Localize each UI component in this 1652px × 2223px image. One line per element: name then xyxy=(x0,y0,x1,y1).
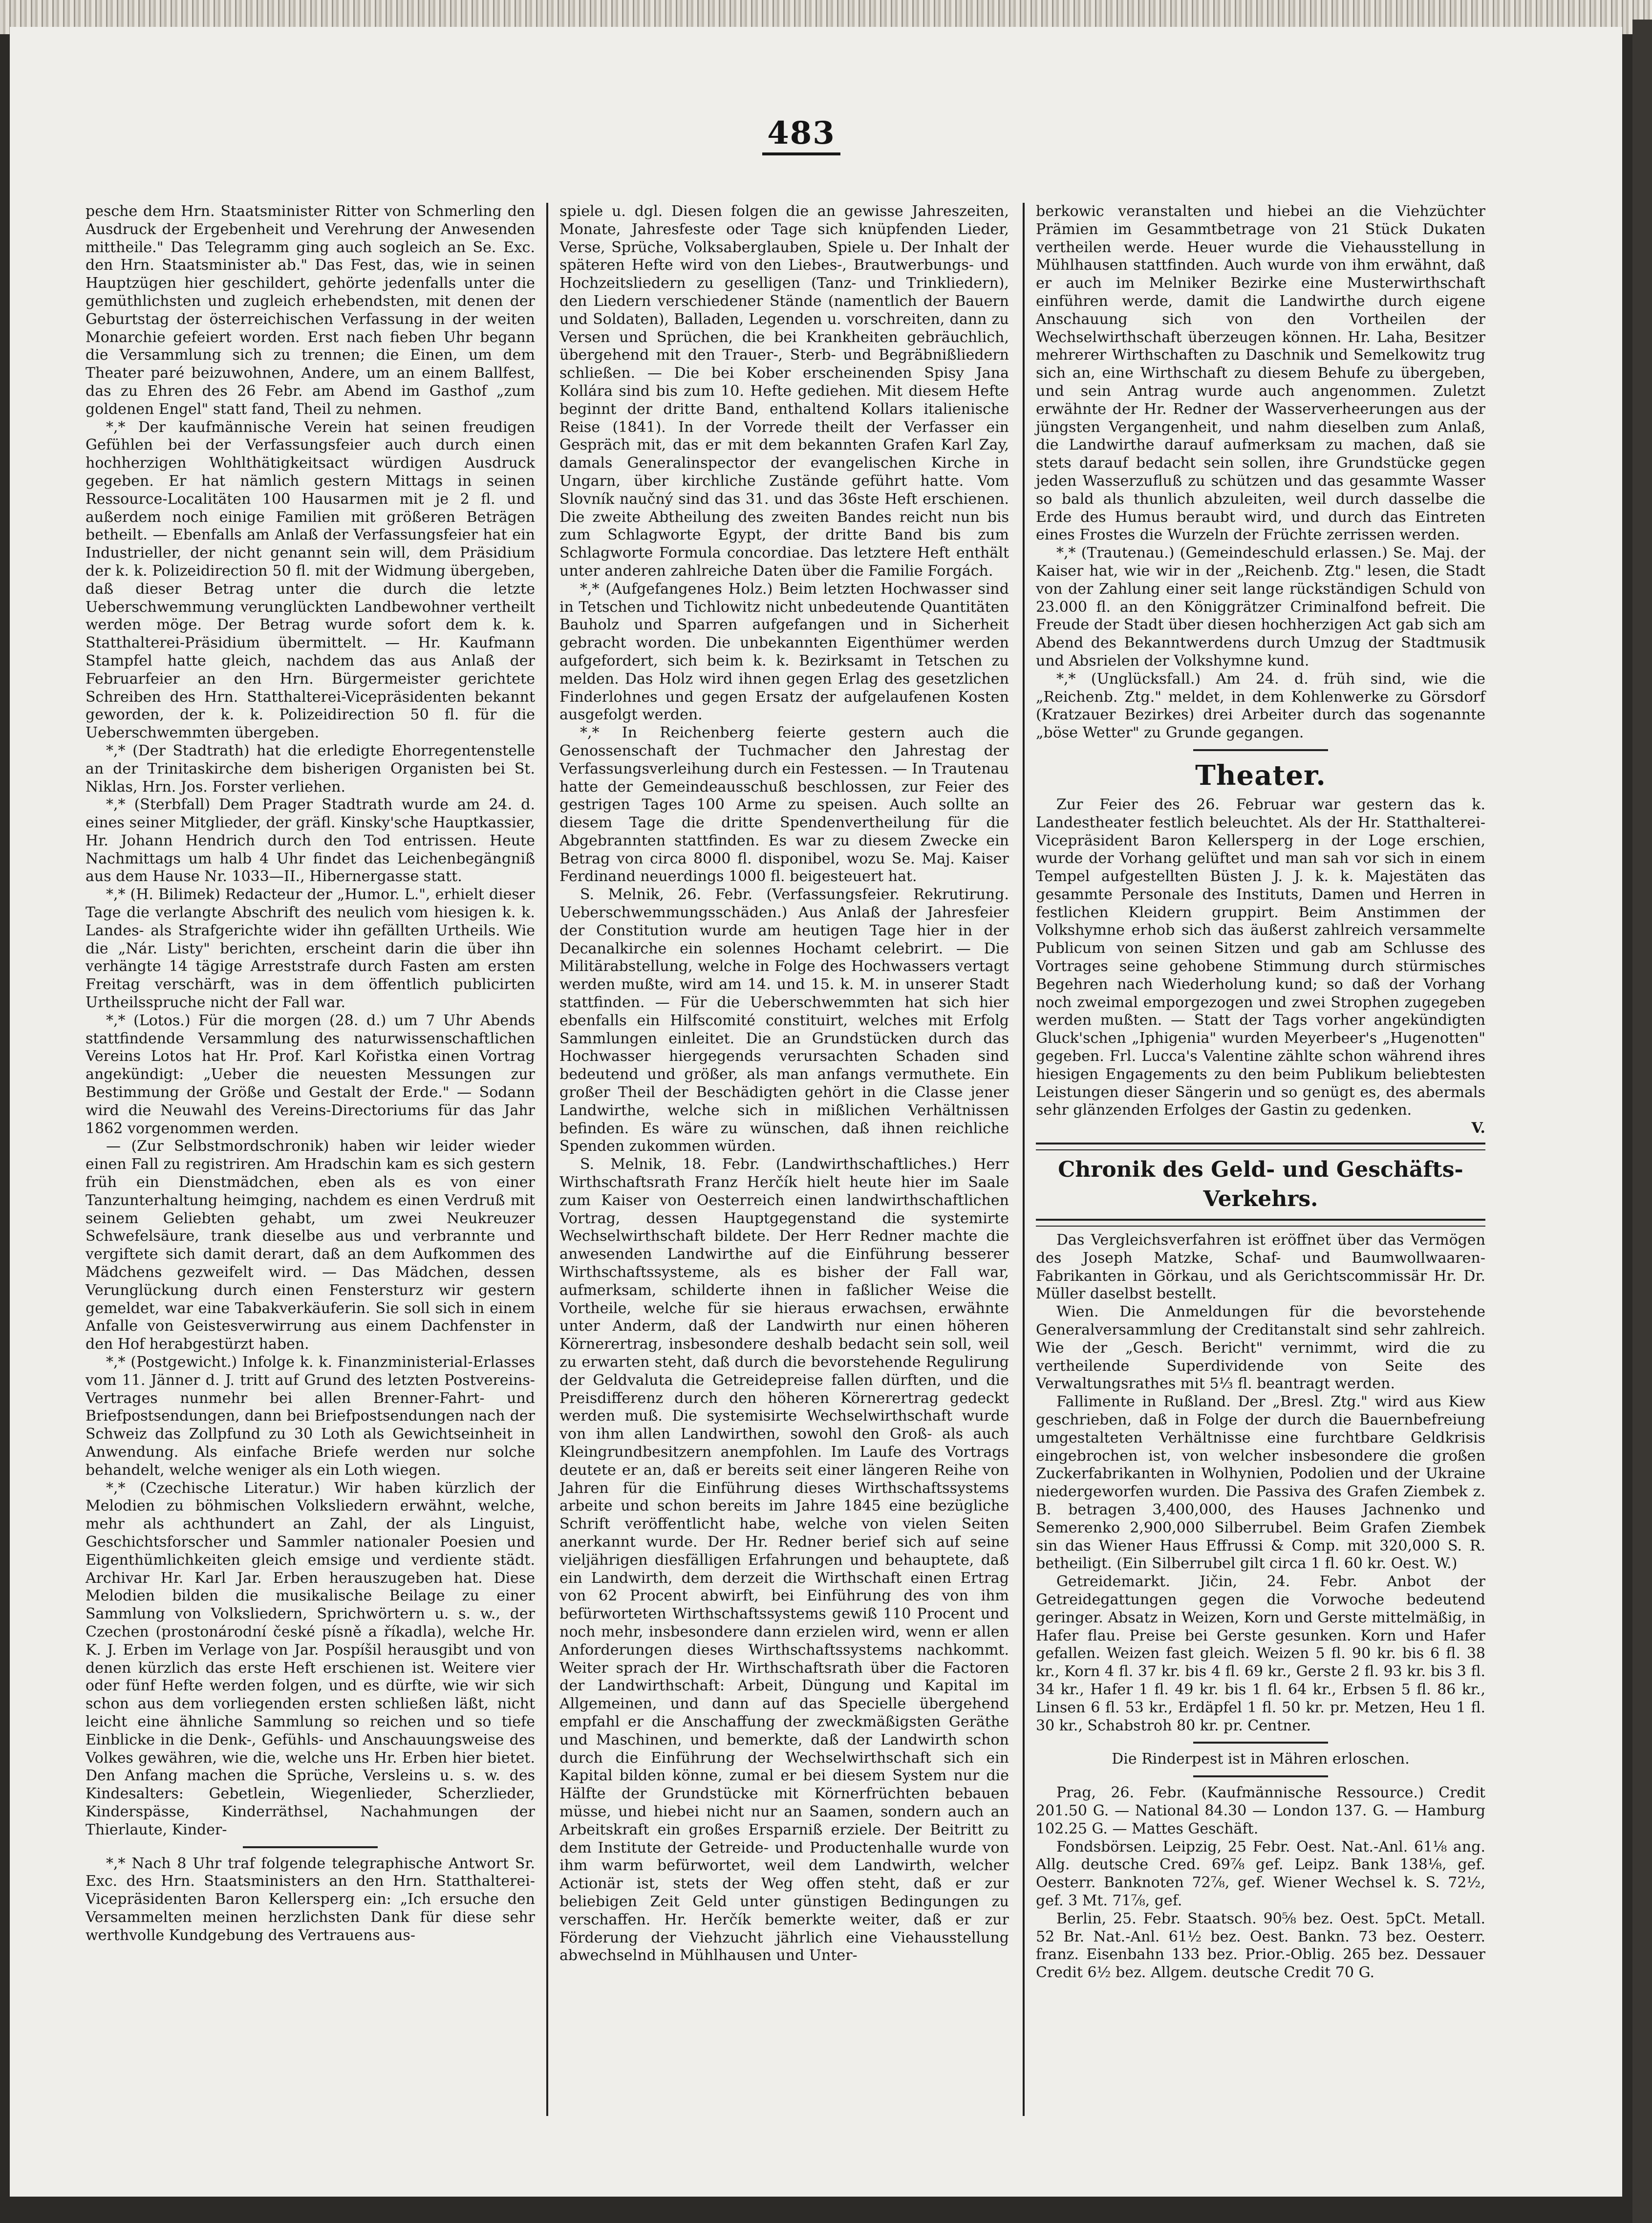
section-double-rule xyxy=(1036,1219,1485,1227)
column-2 xyxy=(559,203,1009,1965)
article-paragraph: Wien. Die Anmeldungen für die bevorstehende Generalversammlung der Creditanstalt sind sehr zahlreich. Wie der „Gesch. Bericht" vernimmt, wird die zu vertheilende Superdividende von Seite des Verwaltungsrathes mit 5⅓ fl. beantragt werden. xyxy=(1036,1303,1485,1393)
market-paragraph: Berlin, 25. Febr. Staatsch. 90⅝ bez. Oest. 5pCt. Metall. 52 Br. Nat.-Anl. 61½ bez. Oest. Bankn. 73 bez. Oesterr. franz. Eisenbahn 133 bez. Prior.-Oblig. 265 bez. Dessauer Credit 6½ bez. Allgem. deutsche Credit 70 G. xyxy=(1036,1910,1485,1982)
article-paragraph: *,* (H. Bilimek) Redacteur der „Humor. L.", erhielt dieser Tage die verlangte Abschrift des neulich vom hiesigen k. k. Landes- als Strafgerichte wider ihn gefällten Urtheils. Wie die „Nár. Listy" berichten, erscheint darin die über ihn verhängte 14 tägige Arreststrafe durch Fasten am ersten Freitag verschärft, was in dem öffentlich publicirten Urtheilsspruche nicht der Fall war. xyxy=(86,886,535,1012)
chronik-heading: Chronik des Geld- und Geschäfts-Verkehrs. xyxy=(1058,1157,1463,1212)
rinderpest-notice: Die Rinderpest ist in Mähren erloschen. xyxy=(1112,1750,1410,1768)
column-divider-1 xyxy=(546,203,548,2116)
article-paragraph: pesche dem Hrn. Staatsminister Ritter von Schmerling den Ausdruck der Ergebenheit und Verehrung der Anwesenden mittheile." Das Telegramm ging auch sogleich an Se. Exc. den Hrn. Staatsminister ab." Das Fest, das, wie in seinen Hauptzügen hier geschildert, gehörte jedenfalls unter die gemüthlichsten und zugleich erhebendsten, mit denen der Geburtstag der österreichischen Verfassung in der weiten Monarchie gefeiert worden. Erst nach fieben Uhr begann die Versammlung sich zu trennen; die Einen, um dem Theater paré beizuwohnen, Andere, um an einem Ballfest, das zu Ehren des 26 Febr. am Abend im Gasthof „zum goldenen Engel" statt fand, Theil zu nehmen. xyxy=(86,203,535,418)
article-paragraph: Das Vergleichsverfahren ist eröffnet über das Vermögen des Joseph Matzke, Schaf- und Baumwollwaaren-Fabrikanten in Görkau, und als Gerichtscommissär Hr. Dr. Müller daselbst bestellt. xyxy=(1036,1231,1485,1303)
section-rule xyxy=(1193,1742,1328,1744)
section-double-rule xyxy=(1036,1143,1485,1150)
article-paragraph: *,* (Postgewicht.) Infolge k. k. Finanzministerial-Erlasses vom 11. Jänner d. J. tritt auf Grund des letzten Postvereins-Vertrages nunmehr bei allen Brenner-Fahrt- und Briefpostsendungen, dann bei Briefpostsendungen nach der Schweiz das Zollpfund zu 30 Loth als Gewichtseinheit in Anwendung. Als einfache Briefe werden nur solche behandelt, welche weniger als ein Loth wiegen. xyxy=(86,1354,535,1479)
article-paragraph: *,* (Trautenau.) (Gemeindeschuld erlassen.) Se. Maj. der Kaiser hat, wie wir in der „Reichenb. Ztg." lesen, die Stadt von der Zahlung einer seit lange rückständigen Schuld von 23.000 fl. an den Königgrätzer Criminalfond befreit. Die Freude der Stadt über diesen hochherzigen Act gab sich am Abend des Bekanntwerdens durch Umzug der Stadtmusik und Absrielen der Volkshymne kund. xyxy=(1036,544,1485,669)
article-paragraph: S. Melnik, 18. Febr. (Landwirthschaftliches.) Herr Wirthschaftsrath Franz Herčík hielt heute hier im Saale zum Kaiser von Oesterreich einen landwirthschaftlichen Vortrag, dessen Hauptgegenstand die systemirte Wechselwirthschaft bildete. Der Herr Redner machte die anwesenden Landwirthe auf die Einführung besserer Wirthschaftssysteme, als es bisher der Fall war, aufmerksam, schilderte ihnen in faßlicher Weise die Vortheile, welche für sie hieraus erwachsen, erwähnte unter Anderm, daß der Landwirth nur einen höheren Körnerertrag, insbesondere deshalb bedacht sein soll, weil zu erwarten steht, daß durch die bevorstehende Regulirung der Geldvaluta die Getreidepreise fallen dürften, und die Preisdifferenz durch den höheren Körnerertrag gedeckt werden muß. Die systemisirte Wechselwirthschaft wurde von ihm allen Landwirthen, sowohl den Groß- als auch Kleingrundbesitzern anempfohlen. Im Laufe des Vortrags deutete er an, daß er bereits seit einer längeren Reihe von Jahren für die Einführung dieses Wirthschaftssystems arbeite und schon bereits im Jahre 1845 eine bezügliche Schrift veröffentlicht habe, welche von vielen Seiten anerkannt wurde. Der Hr. Redner berief sich auf seine vieljährigen diesfälligen Erfahrungen und behauptete, daß ein Landwirth, dem derzeit die Wirthschaft einen Ertrag von 62 Procent abwirft, bei Einführung des von ihm befürworteten Wirthschaftssystems gewiß 110 Procent und noch mehr, insbesondere dann erzielen wird, wenn er allen Anforderungen dieses Wirthschaftssystems nachkommt. Weiter sprach der Hr. Wirthschaftsrath über die Factoren der Landwirthschaft: Arbeit, Düngung und Kapital im Allgemeinen, und dann auf das Specielle übergehend empfahl er die Anschaffung der zweckmäßigsten Geräthe und Maschinen, und bemerkte, daß der Landwirth schon durch die Einführung der Wechselwirthschaft sich ein Kapital bilden könne, zumal er bei diesem System nur die Hälfte der Grundstücke mit Körnerfrüchten bebauen müsse, und hiebei nicht nur an Saamen, sondern auch an Arbeitskraft ein großes Ersparniß erziele. Der Beitritt zu dem Institute der Getreide- und Productenhalle wurde von ihm warm befürwortet, weil dem Landwirth, welcher Actionär ist, stets der Weg offen steht, daß er zur beliebigen Zeit Geld unter günstigen Bedingungen zu verschaffen. Hr. Herčík bemerkte weiter, daß er zur Förderung der Viehzucht jährlich eine Viehausstellung abwechselnd in Mühlhausen und Unter- xyxy=(559,1156,1009,1964)
article-paragraph: *,* Nach 8 Uhr traf folgende telegraphische Antwort Sr. Exc. des Hrn. Staatsministers an den Hrn. Statthalterei-Vicepräsidenten Baron Kellersperg ein: „Ich ersuche den Versammelten meinen herzlichsten Dank für diese sehr werthvolle Kundgebung des Vertrauens aus- xyxy=(86,1855,535,1944)
column-3 xyxy=(1036,203,1485,1982)
theater-paragraph: Zur Feier des 26. Februar war gestern das k. Landestheater festlich beleuchtet. Als der Hr. Statthalterei-Vicepräsident Baron Kellersperg in der Loge erschien, wurde der Vorhang gelüftet und man sah vor sich in einem Tempel aufgestellten Büsten J. J. k. k. Majestäten das gesammte Personale des Instituts, Damen und Herren in festlichen Kleidern gruppirt. Beim Anstimmen der Volkshymne erhob sich das äußerst zahlreich versammelte Publicum von seinen Sitzen und gab am Schlusse des Vortrages seine gehobene Stimmung durch stürmisches Begehren nach Wiederholung kund; so daß der Vorhang noch zweimal emporgezogen und zwei Strophen zugegeben werden mußten. — Statt der Tags vorher angekündigten Gluck'schen „Iphigenia" wurden Meyerbeer's „Hugenotten" gegeben. Frl. Lucca's Valentine zählte schon während ihres hiesigen Engagements zu den beim Publikum beliebtesten Leistungen dieser Sängerin und so genügt es, des abermals sehr glänzenden Erfolges der Gastin zu gedenken. xyxy=(1036,796,1485,1119)
article-paragraph: *,* (Sterbfall) Dem Prager Stadtrath wurde am 24. d. eines seiner Mitglieder, der gräfl. Kinsky'sche Hauptkassier, Hr. Johann Hendrich durch den Tod entrissen. Heute Nachmittags um halb 4 Uhr findet das Leichenbegängniß aus dem Hause Nr. 1033—II., Hibernergasse statt. xyxy=(86,796,535,885)
page-number-rule xyxy=(762,152,840,155)
section-rule xyxy=(243,1846,378,1848)
page-number: 483 xyxy=(767,115,836,151)
article-paragraph: Getreidemarkt. Jičin, 24. Febr. Anbot der Getreidegattungen gegen die Vorwoche bedeutend geringer. Absatz in Weizen, Korn und Gerste mittelmäßig, in Hafer flau. Preise bei Gerste gesunken. Korn und Hafer gefallen. Weizen fast gleich. Weizen 5 fl. 90 kr. bis 6 fl. 38 kr., Korn 4 fl. 37 kr. bis 4 fl. 69 kr., Gerste 2 fl. 93 kr. bis 3 fl. 34 kr., Hafer 1 fl. 49 kr. bis 1 fl. 64 kr., Erbsen 5 fl. 86 kr., Linsen 6 fl. 53 kr., Erdäpfel 1 fl. 50 kr. pr. Metzen, Heu 1 fl. 30 kr., Schabstroh 80 kr. pr. Centner. xyxy=(1036,1573,1485,1734)
section-rule xyxy=(1193,749,1328,751)
article-paragraph: *,* (Lotos.) Für die morgen (28. d.) um 7 Uhr Abends stattfindende Versammlung des naturwissenschaftlichen Vereins Lotos hat Hr. Prof. Karl Kořistka einen Vortrag angekündigt: „Ueber die neuesten Messungen zur Bestimmung der Größe und Gestalt der Erde." — Sodann wird die Neuwahl des Vereins-Directoriums für das Jahr 1862 vorgenommen werden. xyxy=(86,1012,535,1137)
theater-signature: V. xyxy=(1471,1120,1485,1137)
article-paragraph: S. Melnik, 26. Febr. (Verfassungsfeier. Rekrutirung. Ueberschwemmungsschäden.) Aus Anlaß der Jahresfeier der Constitution wurde am heutigen Tage hier in der Decanalkirche ein solennes Hochamt celebrirt. — Die Militärabstellung, welche in Folge des Hochwassers vertagt werden mußte, wird am 14. und 15. k. M. in unserer Stadt stattfinden. — Für die Ueberschwemmten hat sich hier ebenfalls ein Hilfscomité constituirt, welches mit Erfolg Sammlungen einleitet. Die an Grundstücken durch das Hochwasser hiergegends verursachten Schaden sind bedeutend und größer, als man anfangs vermuthete. Ein großer Theil der Beschädigten gehört in die Classe jener Landwirthe, welche sich in mißlichen Verhältnissen befinden. Es wäre zu wünschen, daß ihnen reichliche Spenden zukommen würden. xyxy=(559,886,1009,1155)
article-paragraph: — (Zur Selbstmordschronik) haben wir leider wieder einen Fall zu registriren. Am Hradschin kam es sich gestern früh ein Dienstmädchen, eben als es von einer Tanzunterhaltung heimging, nachdem es einen Verdruß mit seinem Geliebten gehabt, um zwei Neukreuzer Schwefelsäure, trank dieselbe aus und verbrannte und vergiftete sich damit derart, daß an dem Aufkommen des Mädchens gezweifelt wird. — Das Mädchen, dessen Verunglückung durch einen Fenstersturz wir gestern gemeldet, war eine Tabakverkäuferin. Sie soll sich in einem Anfalle von Geistesverwirrung aus einem Dachfenster in den Hof herabgestürzt haben. xyxy=(86,1138,535,1353)
column-divider-2 xyxy=(1023,203,1025,2116)
section-rule xyxy=(1193,1775,1328,1777)
market-paragraph: Fondsbörsen. Leipzig, 25 Febr. Oest. Nat.-Anl. 61⅛ ang. Allg. deutsche Cred. 69⅞ gef. Leipz. Bank 138⅛, gef. Oesterr. Banknoten 72⅞, gef. Wiener Wechsel k. S. 72½, gef. 3 Mt. 71⅞, gef. xyxy=(1036,1838,1485,1909)
article-paragraph: *,* (Aufgefangenes Holz.) Beim letzten Hochwasser sind in Tetschen und Tichlowitz nicht unbedeutende Quantitäten Bauholz und Sparren aufgefangen und in Sicherheit gebracht worden. Die unbekannten Eigenthümer werden aufgefordert, sich beim k. k. Bezirksamt in Tetschen zu melden. Das Holz wird ihnen gegen Erlag des gesetzlichen Finderlohnes und gegen Ersatz der aufgelaufenen Kosten ausgefolgt werden. xyxy=(559,580,1009,724)
article-paragraph: *,* (Czechische Literatur.) Wir haben kürzlich der Melodien zu böhmischen Volksliedern erwähnt, welche, mehr als achthundert an Zahl, der als Linguist, Geschichtsforscher und Sammler nationaler Poesien und Eigenthümlichkeiten gleich emsige und verdiente städt. Archivar Hr. Karl Jar. Erben herauszugeben hat. Diese Melodien bilden die musikalische Beilage zu einer Sammlung von Volksliedern, Sprichwörtern u. s. w., der Czechen (prostonárodní české písně a říkadla), welche Hr. K. J. Erben im Verlage von Jar. Pospíšil herausgibt und von denen kürzlich das erste Heft erschienen ist. Weitere vier oder fünf Hefte werden folgen, und es dürfte, wie wir sich schon aus dem vorliegenden ersten schließen läßt, nicht leicht eine ähnliche Sammlung so reichen und so tiefe Einblicke in die Denk-, Gefühls- und Anschauungsweise des Volkes gewähren, wie die, welche uns Hr. Erben hier bietet. Den Anfang machen die Sprüche, Versleins u. s. w. des Kindesalters: Gebetlein, Wiegenlieder, Scherzlieder, Kinderspässe, Kinderräthsel, Nachahmungen der Thierlaute, Kinder- xyxy=(86,1479,535,1838)
theater-heading: Theater. xyxy=(1195,759,1326,792)
article-paragraph: *,* Der kaufmännische Verein hat seinen freudigen Gefühlen bei der Verfassungsfeier auch durch einen hochherzigen Wohlthätigkeitsact würdigen Ausdruck gegeben. Er hat nämlich gestern Mittags in seinen Ressource-Localitäten 100 Hausarmen mit je 2 fl. und außerdem noch einige Familien mit größeren Beträgen betheilt. — Ebenfalls am Anlaß der Verfassungsfeier hat ein Industrieller, der nicht genannt sein will, dem Präsidium der k. k. Polizeidirection 50 fl. mit der Widmung übergeben, daß dieser Betrag unter die durch die letzte Ueberschwemmung verunglückten Landbewohner vertheilt werden möge. Der Betrag wurde sofort dem k. k. Statthalterei-Präsidium übermittelt. — Hr. Kaufmann Stampfel hatte gleich, nachdem das aus Anlaß der Februarfeier an den Hrn. Bürgermeister gerichtete Schreiben des Hrn. Statthalterei-Vicepräsidenten bekannt geworden, der k. k. Polizeidirection 50 fl. für die Ueberschwemmten übergeben. xyxy=(86,418,535,742)
article-paragraph: *,* In Reichenberg feierte gestern auch die Genossenschaft der Tuchmacher den Jahrestag der Verfassungsverleihung durch ein Festessen. — In Trautenau hatte der Gemeindeausschuß beschlossen, zur Feier des gestrigen Tages 100 Arme zu speisen. Auch sollte an diesem Tage die dritte Spendenvertheilung für die Abgebrannten stattfinden. Es war zu diesem Zwecke ein Betrag von circa 8000 fl. disponibel, wozu Se. Maj. Kaiser Ferdinand neuerdings 1000 fl. beigesteuert hat. xyxy=(559,724,1009,885)
article-paragraph: *,* (Der Stadtrath) hat die erledigte Ehorregentenstelle an der Trinitaskirche dem bisherigen Organisten bei St. Niklas, Hrn. Jos. Forster verliehen. xyxy=(86,742,535,796)
article-paragraph: spiele u. dgl. Diesen folgen die an gewisse Jahreszeiten, Monate, Jahresfeste oder Tage sich knüpfenden Lieder, Verse, Sprüche, Volksaberglauben, Spiele u. Der Inhalt der späteren Hefte wird von den Liebes-, Brautwerbungs- und Hochzeitsliedern zu geselligen (Tanz- und Trinkliedern), den Liedern verschiedener Stände (namentlich der Bauern und Soldaten), Balladen, Legenden u. vorschreiten, dann zu Versen und Sprüchen, die bei Krankheiten gebräuchlich, übergehend mit den Trauer-, Sterb- und Begräbnißliedern schließen. — Die bei Kober erscheinenden Spisy Jana Kollára sind bis zum 10. Hefte gediehen. Mit diesem Hefte beginnt der dritte Band, enthaltend Kollars italienische Reise (1841). In der Vorrede theilt der Verfasser ein Gespräch mit, das er mit dem bekannten Grafen Karl Zay, damals Generalinspector der evangelischen Kirche in Ungarn, über kirchliche Zustände geführt hatte. Vom Slovník naučný sind das 31. und das 36ste Heft erschienen. Die zweite Abtheilung des zweiten Bandes reicht nun bis zum Schlagworte Egypt, der dritte Band bis zum Schlagworte Formula concordiae. Das letztere Heft enthält unter anderen zahlreiche Daten über die Familie Forgách. xyxy=(559,203,1009,580)
article-paragraph: Fallimente in Rußland. Der „Bresl. Ztg." wird aus Kiew geschrieben, daß in Folge der durch die Bauernbefreiung umgestalteten Verhältnisse eine furchtbare Geldkrisis eingebrochen ist, von welcher insbesondere die großen Zuckerfabrikanten in Wolhynien, Podolien und der Ukraine niedergeworfen wurden. Die Passiva des Grafen Ziembek z. B. betragen 3,400,000, des Hauses Jachnenko und Semerenko 2,900,000 Silberrubel. Beim Grafen Ziembek sin das Wiener Haus Effrussi & Comp. mit 320,000 S. R. betheiligt. (Ein Silberrubel gilt circa 1 fl. 60 kr. Oest. W.) xyxy=(1036,1393,1485,1573)
scan-edge xyxy=(1632,20,1652,2223)
article-paragraph: *,* (Unglücksfall.) Am 24. d. früh sind, wie die „Reichenb. Ztg." meldet, in dem Kohlenwerke zu Görsdorf (Kratzauer Bezirkes) drei Arbeiter durch das sogenannte „böse Wetter" zu Grunde gegangen. xyxy=(1036,670,1485,742)
article-paragraph: berkowic veranstalten und hiebei an die Viehzüchter Prämien im Gesammtbetrage von 21 Stück Dukaten vertheilen werde. Heuer wurde die Viehausstellung in Mühlhausen stattfinden. Auch wurde von ihm erwähnt, daß er auch im Melniker Bezirke eine Musterwirthschaft einführen werde, damit die Landwirthe durch eigene Anschauung sich von den Vortheilen der Wechselwirthschaft überzeugen können. Hr. Laha, Besitzer mehrerer Wirthschaften zu Daschnik und Semelkowitz trug sich an, eine Wirthschaft zu diesem Behufe zu übergeben, und sein Antrag wurde auch angenommen. Zuletzt erwähnte der Hr. Redner der Wasserverheerungen aus der jüngsten Vergangenheit, und nahm dieselben zum Anlaß, die Landwirthe darauf aufmerksam zu machen, daß sie stets darauf bedacht sein sollen, ihre Grundstücke gegen jeden Wasserzufluß zu schützen und das gesammte Wasser so bald als thunlich abzuleiten, weil durch dasselbe die Erde des Humus beraubt wird, und durch das Eintreten eines Frostes die Wurzeln der Früchte zerrissen werden. xyxy=(1036,203,1485,544)
column-1 xyxy=(86,203,535,1945)
market-paragraph: Prag, 26. Febr. (Kaufmännische Ressource.) Credit 201.50 G. — National 84.30 — London 137. G. — Hamburg 102.25 G. — Mattes Geschäft. xyxy=(1036,1784,1485,1837)
